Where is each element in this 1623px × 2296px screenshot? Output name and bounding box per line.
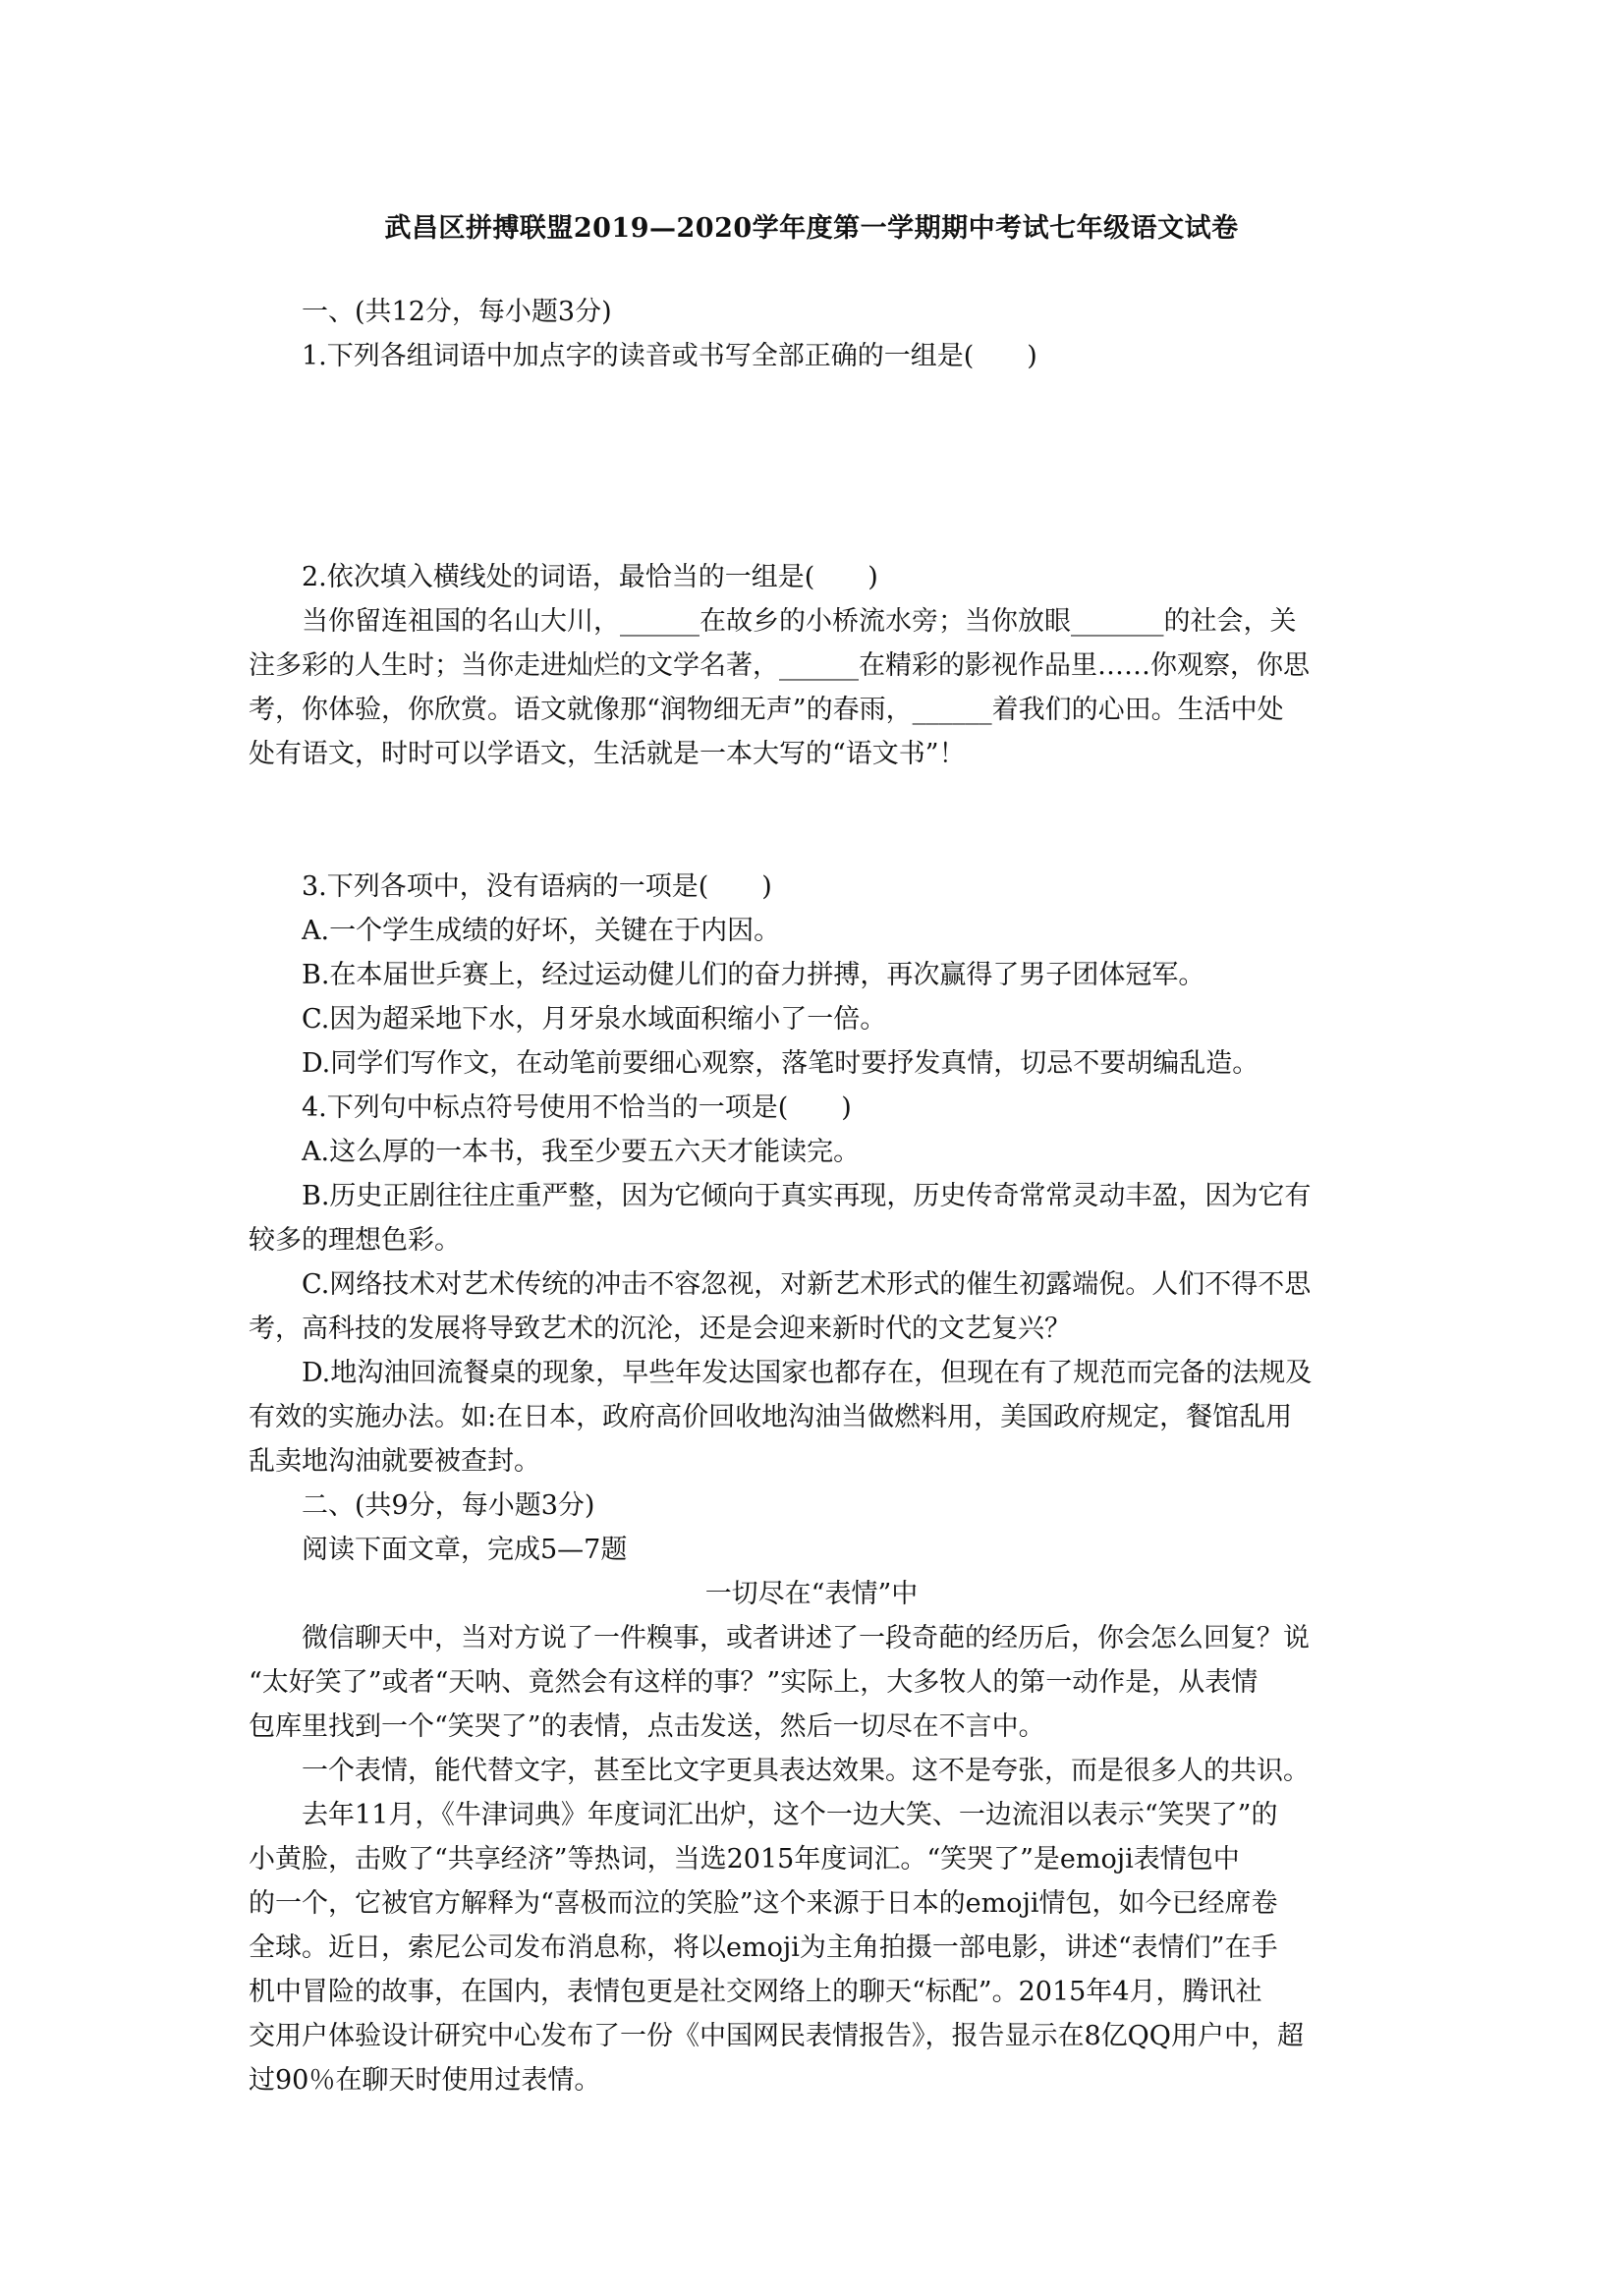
q3-option-a: A.一个学生成绩的好坏，关键在于内因。 [302, 916, 781, 946]
q4-option-d-cont: 有效的实施办法。如:在日本，政府高价回收地沟油当做燃料用，美国政府规定，餐馆乱用 [249, 1402, 1293, 1432]
q4-option-d: D.地沟油回流餐桌的现象，早些年发达国家也都存在，但现在有了规范而完备的法规及 [302, 1358, 1313, 1388]
q4-option-c-cont: 考，高科技的发展将导致艺术的沉沦，还是会迎来新时代的文艺复兴？ [249, 1314, 1071, 1344]
section-2-header: 二、(共9分，每小题3分) [302, 1490, 595, 1521]
q4-option-b-cont: 较多的理想色彩。 [249, 1225, 461, 1256]
article-paragraph-line: 一个表情，能代替文字，甚至比文字更具表达效果。这不是夸张，而是很多人的共识。 [302, 1756, 1310, 1786]
q2-passage-line: 当你留连祖国的名山大川，______在故乡的小桥流水旁；当你放眼_______的社会，关 [302, 606, 1297, 637]
q3-option-c: C.因为超采地下水，月牙泉水域面积缩小了一倍。 [302, 1004, 887, 1035]
q2-stem: 2.依次填入横线处的词语，最恰当的一组是( ) [302, 562, 878, 592]
article-paragraph-line: “太好笑了”或者“天呐、竟然会有这样的事？”实际上，大多牧人的第一动作是，从表情 [249, 1667, 1259, 1698]
article-paragraph-line: 微信聊天中，当对方说了一件糗事，或者讲述了一段奇葩的经历后，你会怎么回复？说 [302, 1623, 1310, 1653]
article-title: 一切尽在“表情”中 [704, 1579, 919, 1609]
q4-option-b: B.历史正剧往往庄重严整，因为它倾向于真实再现，历史传奇常常灵动丰盈，因为它有 [302, 1181, 1312, 1211]
q4-option-c: C.网络技术对艺术传统的冲击不容忽视，对新艺术形式的催生初露端倪。人们不得不思 [302, 1269, 1312, 1300]
article-paragraph-line: 交用户体验设计研究中心发布了一份《中国网民表情报告》，报告显示在8亿QQ用户中，超 [249, 2021, 1304, 2051]
section-1-header: 一、(共12分，每小题3分) [302, 297, 612, 327]
article-paragraph-line: 小黄脸，击败了“共享经济”等热词，当选2015年度词汇。“笑哭了”是emoji表情包中 [249, 1844, 1240, 1875]
article-paragraph-line: 机中冒险的故事，在国内，表情包更是社交网络上的聊天“标配”。2015年4月，腾讯社 [249, 1977, 1262, 2007]
q4-option-a: A.这么厚的一本书，我至少要五六天才能读完。 [302, 1137, 861, 1167]
q2-passage-line: 考，你体验，你欣赏。语文就像那“润物细无声”的春雨，______着我们的心田。生活中处 [249, 695, 1284, 725]
article-paragraph-line: 去年11月，《牛津词典》年度词汇出炉，这个一边大笑、一边流泪以表示“笑哭了”的 [302, 1800, 1278, 1830]
article-paragraph-line: 的一个，它被官方解释为“喜极而泣的笑脸”这个来源于日本的emoji情包，如今已经席卷 [249, 1888, 1278, 1919]
q2-passage-line: 注多彩的人生时；当你走进灿烂的文学名著，______在精彩的影视作品里……你观察，你思 [249, 650, 1310, 681]
q1-stem: 1.下列各组词语中加点字的读音或书写全部正确的一组是( ) [302, 341, 1037, 371]
q3-option-d: D.同学们写作文，在动笔前要细心观察，落笔时要抒发真情，切忌不要胡编乱造。 [302, 1048, 1259, 1079]
article-paragraph-line: 过90％在聊天时使用过表情。 [249, 2065, 601, 2096]
article-paragraph-line: 包库里找到一个“笑哭了”的表情，点击发送，然后一切尽在不言中。 [249, 1711, 1045, 1742]
q4-option-d-cont: 乱卖地沟油就要被查封。 [249, 1446, 540, 1477]
q3-stem: 3.下列各项中，没有语病的一项是( ) [302, 871, 772, 902]
q2-passage-line: 处有语文，时时可以学语文，生活就是一本大写的“语文书”！ [249, 739, 966, 769]
exam-title: 武昌区拼搏联盟2019—2020学年度第一学期期中考试七年级语文试卷 [384, 213, 1239, 244]
section-2-instruction: 阅读下面文章，完成5—7题 [302, 1535, 628, 1565]
q3-option-b: B.在本届世乒赛上，经过运动健儿们的奋力拼搏，再次赢得了男子团体冠军。 [302, 960, 1205, 990]
article-paragraph-line: 全球。近日，索尼公司发布消息称，将以emoji为主角拍摄一部电影，讲述“表情们”在手 [249, 1932, 1278, 1963]
q4-stem: 4.下列句中标点符号使用不恰当的一项是( ) [302, 1092, 852, 1123]
